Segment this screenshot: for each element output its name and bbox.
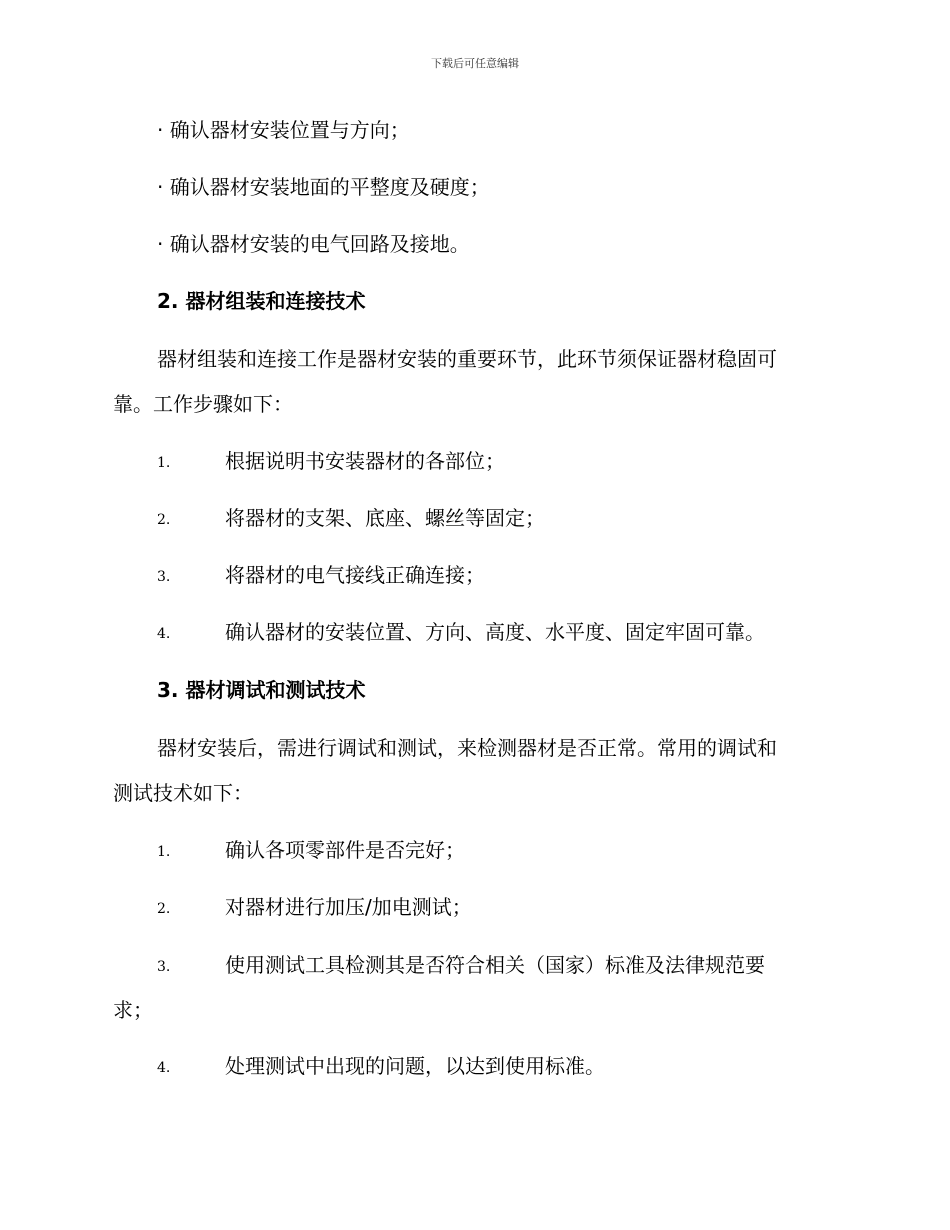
list-item: 将器材的支架、底座、螺丝等固定； [225,506,545,530]
section-heading: 2. 器材组装和连接技术 [157,289,366,313]
list-number: 3. [157,959,171,975]
paragraph-text: 器材安装后，需进行调试和测试，来检测器材是否正常。常用的调试和 [157,736,777,760]
list-item: 确认各项零部件是否完好； [225,838,465,862]
list-item: 将器材的电气接线正确连接； [225,563,485,587]
paragraph-line: 测试技术如下： [113,781,253,805]
paragraph-text: 器材组装和连接工作是器材安装的重要环节，此环节须保证器材稳固可 [157,347,777,371]
list-number: 2. [157,901,171,917]
paragraph-line: 靠。工作步骤如下： [113,392,293,416]
bullet-item: · 确认器材安装位置与方向； [157,118,410,142]
section-heading: 3. 器材调试和测试技术 [157,678,366,702]
list-number: 4. [157,1060,171,1076]
page-header: 下载后可任意编辑 [431,57,519,70]
paragraph-line [113,347,777,371]
list-item-continuation: 求； [113,998,153,1022]
list-item: 根据说明书安装器材的各部位； [225,449,505,473]
bullet-item: · 确认器材安装的电气回路及接地。 [157,232,470,256]
list-item: 处理测试中出现的问题，以达到使用标准。 [225,1054,605,1078]
list-number: 1. [157,844,171,860]
list-item: 对器材进行加压/加电测试； [225,895,472,919]
bullet-item: · 确认器材安装地面的平整度及硬度； [157,175,490,199]
paragraph-line [113,736,777,760]
list-item: 确认器材的安装位置、方向、高度、水平度、固定牢固可靠。 [225,620,765,644]
list-number: 1. [157,455,171,471]
list-number: 2. [157,512,171,528]
list-item: 使用测试工具检测其是否符合相关（国家）标准及法律规范要 [225,953,765,977]
list-number: 4. [157,626,171,642]
list-number: 3. [157,569,171,585]
